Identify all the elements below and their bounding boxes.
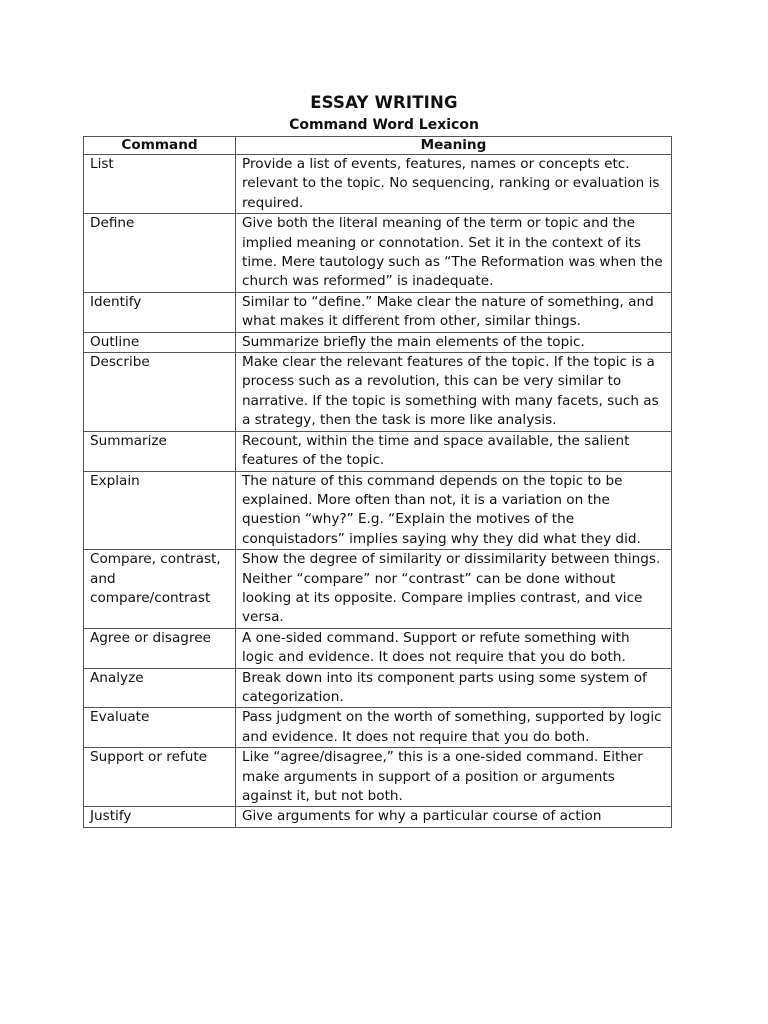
- table-row: [84, 292, 672, 332]
- meaning-cell: Show the degree of similarity or dissimilarity between things. Neither “compare” nor “contrast” can be done without looking at its opposite. Compare implies contrast, and vice versa.: [236, 550, 672, 629]
- command-cell: List: [84, 155, 236, 214]
- table-row: [84, 353, 672, 432]
- command-cell: Justify: [84, 807, 236, 827]
- document-subtitle: Command Word Lexicon: [289, 117, 479, 133]
- meaning-cell: Similar to “define.” Make clear the nature of something, and what makes it different from other, similar things.: [236, 292, 672, 332]
- command-cell: Identify: [84, 292, 236, 332]
- meaning-cell: Break down into its component parts using some system of categorization.: [236, 668, 672, 708]
- table-row: [84, 807, 672, 827]
- command-cell: Evaluate: [84, 708, 236, 748]
- command-cell: Summarize: [84, 431, 236, 471]
- column-header-command: Command: [84, 137, 236, 155]
- command-cell: Support or refute: [84, 748, 236, 807]
- meaning-cell: The nature of this command depends on the topic to be explained. More often than not, it is a variation on the question “why?” E.g. “Explain the motives of the conquistadors” implies saying why they did what they did.: [236, 471, 672, 550]
- command-cell: Outline: [84, 332, 236, 352]
- meaning-cell: Recount, within the time and space available, the salient features of the topic.: [236, 431, 672, 471]
- table-row: [84, 748, 672, 807]
- meaning-cell: Provide a list of events, features, names or concepts etc. relevant to the topic. No sequencing, ranking or evaluation is required.: [236, 155, 672, 214]
- table-row: [84, 155, 672, 214]
- table-row: [84, 550, 672, 629]
- table-row: [84, 668, 672, 708]
- table-row: [84, 628, 672, 668]
- meaning-cell: Summarize briefly the main elements of the topic.: [236, 332, 672, 352]
- command-word-table: [83, 136, 672, 828]
- command-cell: Define: [84, 214, 236, 293]
- command-cell: Analyze: [84, 668, 236, 708]
- document-title: ESSAY WRITING: [310, 93, 458, 112]
- meaning-cell: Pass judgment on the worth of something, supported by logic and evidence. It does not require that you do both.: [236, 708, 672, 748]
- command-cell: Explain: [84, 471, 236, 550]
- table-header-row: [84, 137, 672, 155]
- table-row: [84, 431, 672, 471]
- meaning-cell: Make clear the relevant features of the topic. If the topic is a process such as a revolution, this can be very similar to narrative. If the topic is something with many facets, such as a strategy, then the task is more like analysis.: [236, 353, 672, 432]
- column-header-meaning: Meaning: [236, 137, 672, 155]
- meaning-cell: Like “agree/disagree,” this is a one-sided command. Either make arguments in support of a position or arguments against it, but not both.: [236, 748, 672, 807]
- table-row: [84, 214, 672, 293]
- meaning-cell: A one-sided command. Support or refute something with logic and evidence. It does not require that you do both.: [236, 628, 672, 668]
- meaning-cell: Give both the literal meaning of the term or topic and the implied meaning or connotation. Set it in the context of its time. Mere tautology such as “The Reformation was when the church was reformed” is inadequate.: [236, 214, 672, 293]
- meaning-cell: Give arguments for why a particular course of action: [236, 807, 672, 827]
- command-cell: Agree or disagree: [84, 628, 236, 668]
- table-row: [84, 708, 672, 748]
- command-cell: Describe: [84, 353, 236, 432]
- table-row: [84, 471, 672, 550]
- command-cell: Compare, contrast, and compare/contrast: [84, 550, 236, 629]
- table-row: [84, 332, 672, 352]
